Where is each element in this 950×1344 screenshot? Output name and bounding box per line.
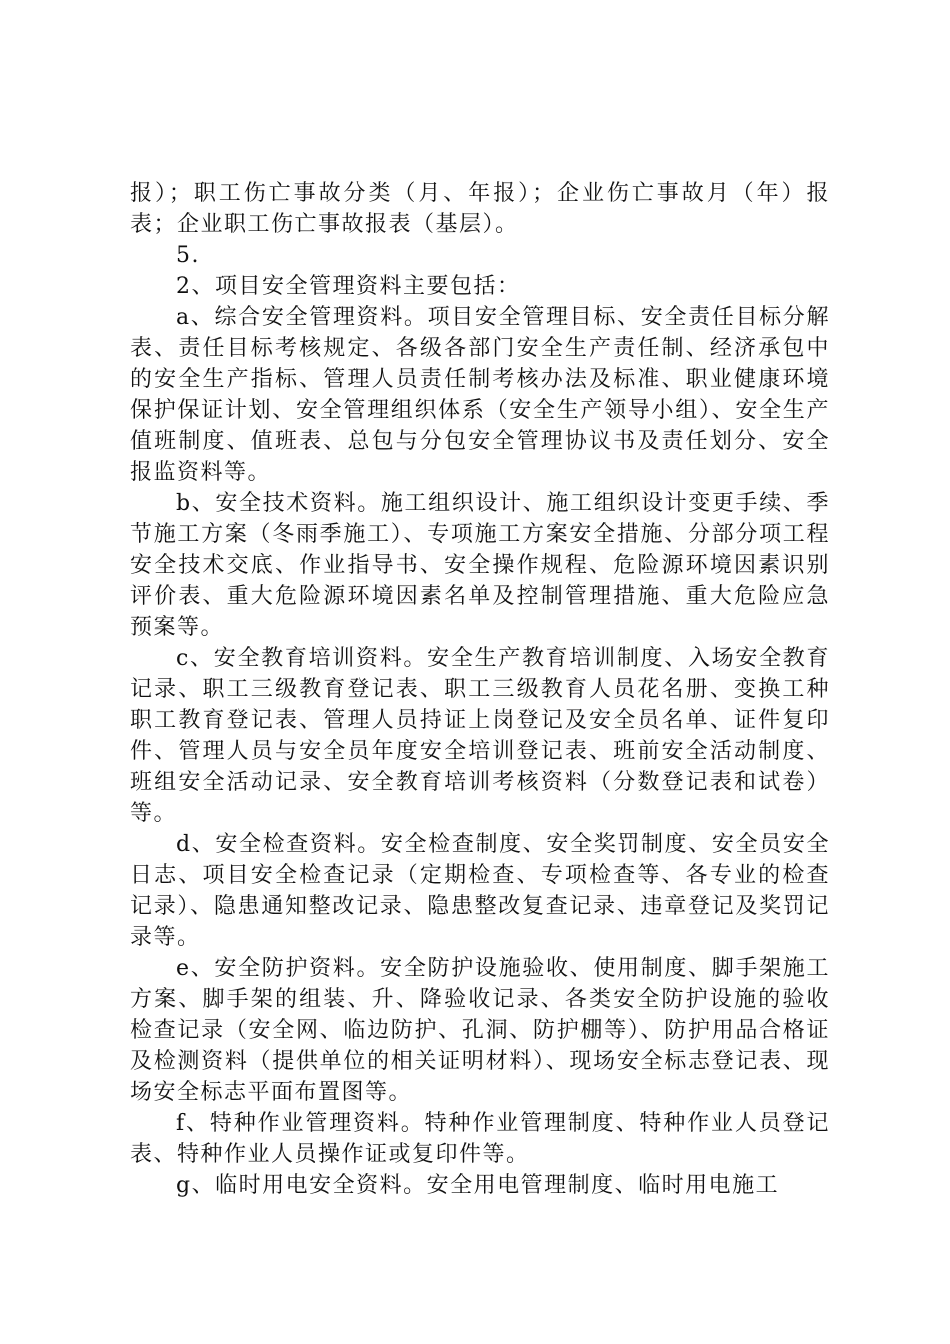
section-heading: 2、项目安全管理资料主要包括： [176,274,521,299]
paragraph-c: c、安全教育培训资料。安全生产教育培训制度、入场安全教育记录、职工三级教育登记表、职工三级教育人员花名册、变换工种职工教育登记表、管理人员持证上岗登记及安全员名单、证件复印件、管理人员与安全员年度安全培训登记表、班前安全活动制度、班组安全活动记录、安全教育培训考核资料（分数登记表和试卷）等。 [130,646,830,826]
paragraph-continuation: 报）；职工伤亡事故分类（月、年报）；企业伤亡事故月（年）报表；企业职工伤亡事故报表（基层）。 [130,181,830,237]
paragraph-a: a、综合安全管理资料。项目安全管理目标、安全责任目标分解表、责任目标考核规定、各级各部门安全生产责任制、经济承包中的安全生产指标、管理人员责任制考核办法及标准、职业健康环境保护保证计划、安全管理组织体系（安全生产领导小组）、安全生产值班制度、值班表、总包与分包安全管理协议书及责任划分、安全报监资料等。 [130,305,830,485]
paragraph-g: g、临时用电安全资料。安全用电管理制度、临时用电施工 [176,1173,780,1198]
document-body [130,178,830,1201]
paragraph-b: b、安全技术资料。施工组织设计、施工组织设计变更手续、季节施工方案（冬雨季施工）、专项施工方案安全措施、分部分项工程安全技术交底、作业指导书、安全操作规程、危险源环境因素识别评价表、重大危险源环境因素名单及控制管理措施、重大危险应急预案等。 [130,491,830,640]
section-number: 5. [176,243,200,268]
paragraph-e: e、安全防护资料。安全防护设施验收、使用制度、脚手架施工方案、脚手架的组装、升、降验收记录、各类安全防护设施的验收检查记录（安全网、临边防护、孔洞、防护棚等）、防护用品合格证及检测资料（提供单位的相关证明材料）、现场安全标志登记表、现场安全标志平面布置图等。 [130,956,830,1105]
paragraph-f: f、特种作业管理资料。特种作业管理制度、特种作业人员登记表、特种作业人员操作证或复印件等。 [130,1111,830,1167]
paragraph-d: d、安全检查资料。安全检查制度、安全奖罚制度、安全员安全日志、项目安全检查记录（定期检查、专项检查等、各专业的检查记录）、隐患通知整改记录、隐患整改复查记录、违章登记及奖罚记录等。 [130,832,830,950]
